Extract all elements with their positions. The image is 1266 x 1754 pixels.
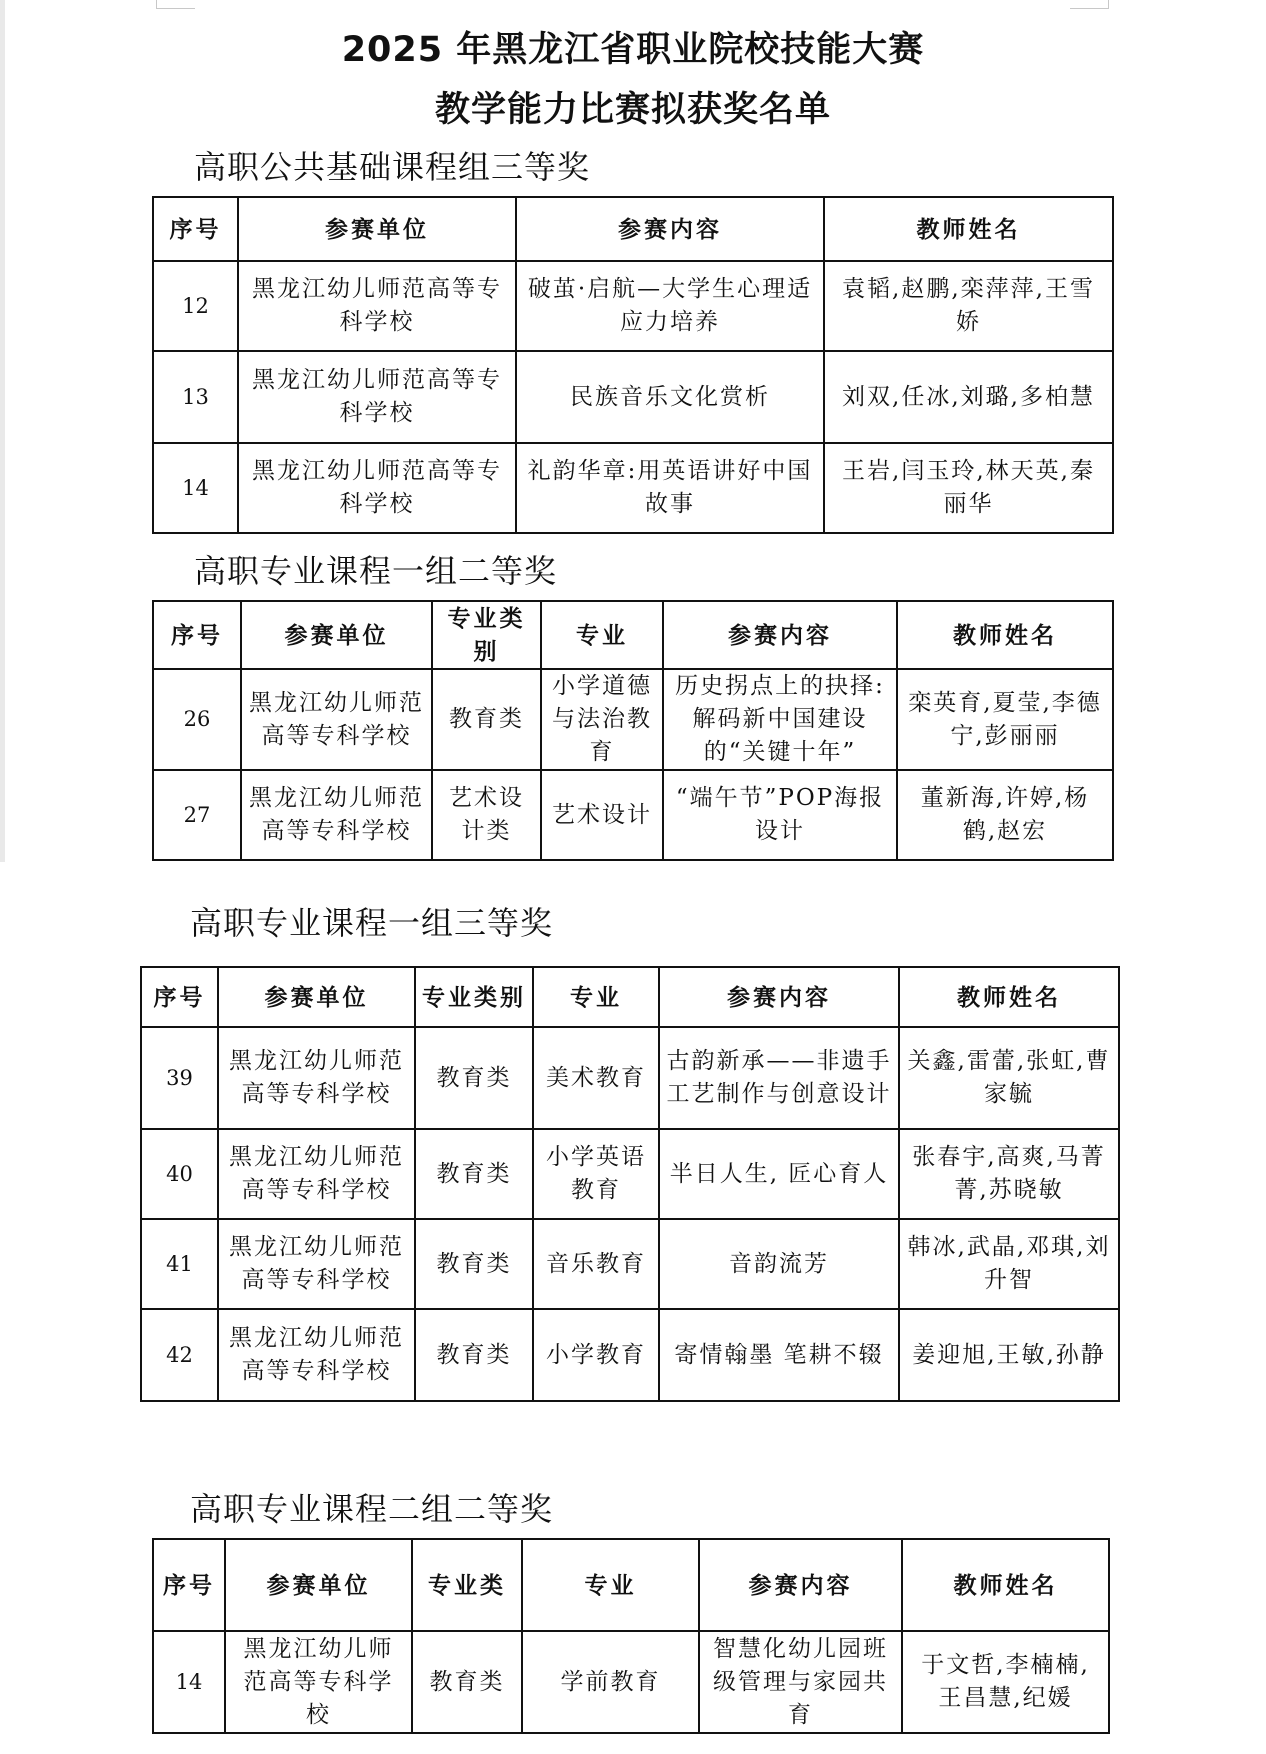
cell-index: 26 — [153, 669, 241, 770]
cell-content: 历史拐点上的抉择:解码新中国建设的“关键十年” — [663, 669, 897, 770]
table-row — [153, 770, 1113, 860]
cell-index: 39 — [141, 1027, 218, 1129]
cell-category: 教育类 — [432, 669, 541, 770]
table-header-row — [141, 967, 1119, 1027]
col-header-major: 专业 — [522, 1539, 699, 1631]
page-title: 2025 年黑龙江省职业院校技能大赛 — [341, 30, 925, 70]
col-header-unit: 参赛单位 — [218, 967, 415, 1027]
col-header-category: 专业类别 — [415, 967, 533, 1027]
col-header-teachers: 教师姓名 — [897, 601, 1113, 669]
cell-unit: 黑龙江幼儿师范高等专科学校 — [241, 770, 432, 860]
table-row — [153, 1631, 1109, 1733]
col-header-unit: 参赛单位 — [225, 1539, 412, 1631]
cell-teachers: 姜迎旭,王敏,孙静 — [899, 1309, 1119, 1401]
cell-content: 礼韵华章:用英语讲好中国故事 — [516, 443, 824, 533]
cell-major: 小学道德与法治教育 — [541, 669, 663, 770]
cell-category: 教育类 — [415, 1129, 533, 1219]
table-row — [153, 351, 1113, 443]
cell-unit: 黑龙江幼儿师范高等专科学校 — [238, 443, 516, 533]
cell-content: 破茧·启航—大学生心理适应力培养 — [516, 261, 824, 351]
cell-content: 音韵流芳 — [659, 1219, 899, 1309]
cell-category: 艺术设计类 — [432, 770, 541, 860]
award-table-3 — [140, 966, 1120, 1402]
table-row — [153, 669, 1113, 770]
col-header-index: 序号 — [153, 197, 238, 261]
table-row — [153, 261, 1113, 351]
col-header-category: 专业类别 — [432, 601, 541, 669]
award-table-4 — [152, 1538, 1110, 1734]
cell-teachers: 韩冰,武晶,邓琪,刘升智 — [899, 1219, 1119, 1309]
col-header-index: 序号 — [141, 967, 218, 1027]
cell-unit: 黑龙江幼儿师范高等专科学校 — [225, 1631, 412, 1733]
cell-index: 40 — [141, 1129, 218, 1219]
col-header-content: 参赛内容 — [516, 197, 824, 261]
table-row — [153, 443, 1113, 533]
cell-unit: 黑龙江幼儿师范高等专科学校 — [241, 669, 432, 770]
cell-category: 教育类 — [415, 1309, 533, 1401]
cell-major: 学前教育 — [522, 1631, 699, 1733]
cell-index: 42 — [141, 1309, 218, 1401]
cell-index: 14 — [153, 443, 238, 533]
cell-category: 教育类 — [415, 1219, 533, 1309]
col-header-category: 专业类 — [412, 1539, 522, 1631]
crop-mark-left — [156, 0, 195, 9]
table-row — [141, 1219, 1119, 1309]
cell-major: 艺术设计 — [541, 770, 663, 860]
col-header-major: 专业 — [541, 601, 663, 669]
table-header-row — [153, 601, 1113, 669]
col-header-content: 参赛内容 — [663, 601, 897, 669]
table-row — [141, 1129, 1119, 1219]
cell-unit: 黑龙江幼儿师范高等专科学校 — [238, 351, 516, 443]
cell-index: 13 — [153, 351, 238, 443]
col-header-teachers: 教师姓名 — [899, 967, 1119, 1027]
cell-index: 14 — [153, 1631, 225, 1733]
cell-content: 民族音乐文化赏析 — [516, 351, 824, 443]
cell-major: 美术教育 — [533, 1027, 659, 1129]
col-header-content: 参赛内容 — [699, 1539, 902, 1631]
section-heading-4: 高职专业课程二组二等奖 — [190, 1490, 554, 1528]
cell-unit: 黑龙江幼儿师范高等专科学校 — [218, 1219, 415, 1309]
cell-teachers: 王岩,闫玉玲,林天英,秦丽华 — [824, 443, 1113, 533]
cell-unit: 黑龙江幼儿师范高等专科学校 — [218, 1309, 415, 1401]
col-header-unit: 参赛单位 — [241, 601, 432, 669]
col-header-index: 序号 — [153, 601, 241, 669]
table-header-row — [153, 1539, 1109, 1631]
award-table-1 — [152, 196, 1114, 534]
col-header-teachers: 教师姓名 — [824, 197, 1113, 261]
cell-major: 音乐教育 — [533, 1219, 659, 1309]
col-header-major: 专业 — [533, 967, 659, 1027]
table-row — [141, 1309, 1119, 1401]
cell-content: 智慧化幼儿园班级管理与家园共育 — [699, 1631, 902, 1733]
cell-content: 古韵新承——非遗手工艺制作与创意设计 — [659, 1027, 899, 1129]
col-header-index: 序号 — [153, 1539, 225, 1631]
cell-teachers: 栾英育,夏莹,李德宁,彭丽丽 — [897, 669, 1113, 770]
cell-content: 半日人生, 匠心育人 — [659, 1129, 899, 1219]
cell-category: 教育类 — [415, 1027, 533, 1129]
table-row — [141, 1027, 1119, 1129]
cell-unit: 黑龙江幼儿师范高等专科学校 — [218, 1027, 415, 1129]
cell-major: 小学英语教育 — [533, 1129, 659, 1219]
cell-teachers: 袁韬,赵鹏,栾萍萍,王雪娇 — [824, 261, 1113, 351]
cell-teachers: 于文哲,李楠楠,王昌慧,纪媛 — [902, 1631, 1109, 1733]
cell-index: 12 — [153, 261, 238, 351]
crop-mark-right — [1070, 0, 1109, 9]
cell-category: 教育类 — [412, 1631, 522, 1733]
cell-teachers: 关鑫,雷蕾,张虹,曹家毓 — [899, 1027, 1119, 1129]
section-heading-2: 高职专业课程一组二等奖 — [194, 552, 558, 590]
award-table-2 — [152, 600, 1114, 861]
cell-index: 41 — [141, 1219, 218, 1309]
cell-teachers: 张春宇,高爽,马菁菁,苏晓敏 — [899, 1129, 1119, 1219]
cell-teachers: 刘双,任冰,刘璐,多柏慧 — [824, 351, 1113, 443]
page-subtitle: 教学能力比赛拟获奖名单 — [434, 90, 831, 130]
cell-content: “端午节”POP海报设计 — [663, 770, 897, 860]
cell-unit: 黑龙江幼儿师范高等专科学校 — [218, 1129, 415, 1219]
table-header-row — [153, 197, 1113, 261]
cell-teachers: 董新海,许婷,杨鹤,赵宏 — [897, 770, 1113, 860]
col-header-unit: 参赛单位 — [238, 197, 516, 261]
cell-unit: 黑龙江幼儿师范高等专科学校 — [238, 261, 516, 351]
col-header-teachers: 教师姓名 — [902, 1539, 1109, 1631]
section-heading-3: 高职专业课程一组三等奖 — [190, 904, 554, 942]
col-header-content: 参赛内容 — [659, 967, 899, 1027]
cell-index: 27 — [153, 770, 241, 860]
section-heading-1: 高职公共基础课程组三等奖 — [194, 148, 591, 186]
cell-content: 寄情翰墨 笔耕不辍 — [659, 1309, 899, 1401]
cell-major: 小学教育 — [533, 1309, 659, 1401]
